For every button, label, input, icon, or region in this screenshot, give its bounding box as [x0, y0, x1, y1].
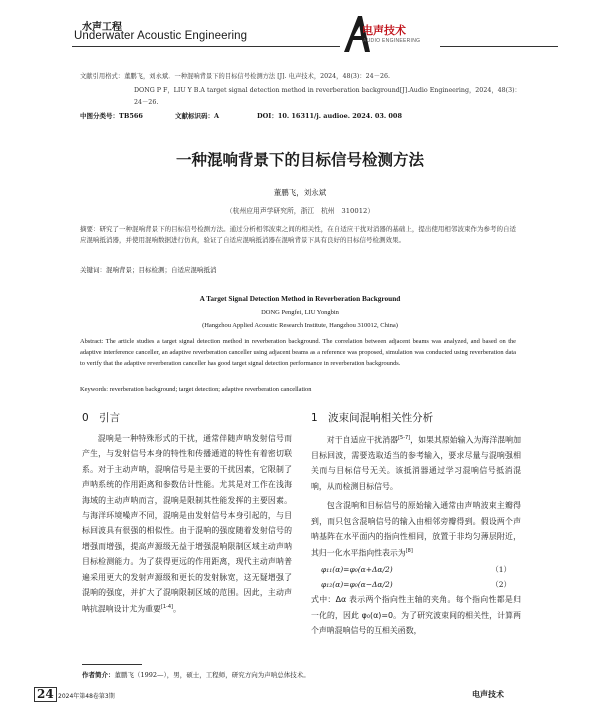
citation-en: DONG P F，LIU Y B.A target signal detection method in reverberation background[J].Audio Engineering，2024，48(3)：: [134, 87, 521, 94]
equation-2: [311, 577, 521, 592]
paper-title-cn: 一种混响背景下的目标信号检测方法: [175, 151, 424, 169]
authors-cn: 董鹏飞，刘永斌: [273, 188, 327, 197]
journal-name-cn: 水声工程: [82, 22, 122, 33]
logo-subtitle: AUDIO ENGINEERING: [363, 38, 421, 44]
section-heading-correlation: 1 波束间混响相关性分析: [311, 412, 434, 424]
author-footnote: [82, 670, 310, 679]
header-rule-right: [440, 46, 558, 47]
equation-1: [311, 562, 521, 577]
abstract-cn: 摘要：研究了一种混响背景下的目标信号检测方法。通过分析相邻波束之间的相关性，在自适应干扰对消器的基础上，提出使用相邻波束作为参考的自适应混响抵消器，并使用混响数据进行仿真，验证了自适应混响抵消器在混响背景下具有良好的目标信号检测效果。: [80, 225, 516, 244]
footnote-rule: [82, 664, 142, 665]
footnote-text: 董鹏飞（1992—），男，硕士，工程师，研究方向为声呐总体技术。: [114, 671, 310, 679]
equation-2-body: φ₁₂(α)=φ₀(α−Δα/2): [321, 579, 393, 589]
intro-paragraph: [82, 431, 292, 618]
sec1-p1-text-b: ，如果其原始输入为海洋混响加目标回波，需要选取适当的参考输入，要求尽量与混响强相关而与目标信号无关。该抵消器通过学习混响信号抵消混响，从而检测目标信号。: [311, 435, 521, 491]
citation-ref: [8]: [405, 548, 413, 555]
citation-en-pages: 24－26.: [134, 99, 159, 106]
citation-cn: 文献引用格式：董鹏飞，刘永斌．一种混响背景下的目标信号检测方法 [J]. 电声技术，2024，48(3)：24－26.: [80, 73, 391, 80]
page-number: 24: [34, 687, 57, 702]
keywords-en: Keywords: reverberation background; target detection; adaptive reverberation cancellation: [80, 386, 312, 393]
abstract-en: Abstract: The article studies a target signal detection method in reverberation background. The correlation between adjacent beams was analyzed, and based on the adaptive interference canceller, an adaptive reverberation canceller using adjacent beams as a reference was proposed, simulation was conducted using reverberation data to verify that the adaptive reverberation canceller has good target signal detection performance in reverberation backgrounds.: [80, 338, 516, 367]
authors-en: DONG Pengfei, LIU Yongbin: [261, 309, 339, 316]
citation-ref: [5-7]: [398, 435, 411, 441]
journal-name-en: Underwater Acoustic Engineering: [74, 30, 248, 42]
citation-ref: [1-4]: [160, 604, 173, 611]
sec1-p2-text: 包含混响和目标信号的原始输入通常由声呐波束主瓣得到，而只包含混响信号的输入由相邻旁瓣得到。假设两个声呐基阵在水平面内的指向性相同，放置于非均匀薄层附近，其归一化水平指向性表示为: [311, 501, 521, 559]
intro-end: 。: [173, 605, 181, 615]
keywords-cn: 关键词：混响背景；目标检测；自适应混响抵消: [80, 266, 217, 274]
logo-text: 电声技术: [362, 24, 406, 37]
issue-info: 2024年第48卷第3期: [58, 693, 115, 700]
sec1-paragraph-1: [311, 431, 521, 494]
affiliation-cn: （杭州应用声学研究所，浙江 杭州 310012）: [225, 207, 375, 215]
doi: DOI：10. 16311/j. audioe. 2024. 03. 008: [257, 112, 402, 120]
document-code: 文献标识码：A: [175, 112, 220, 120]
header-rule: [72, 46, 340, 47]
equation-1-number: （1）: [491, 564, 511, 574]
sec1-paragraph-3: 式中：Δα 表示两个指向性主轴的夹角。每个指向性都是归一化的，因此 φ₀(α)=0。为了研究波束间的相关性，计算两个声呐混响信号的互相关函数，: [311, 595, 521, 636]
intro-text: 混响是一种特殊形式的干扰，通常伴随声呐发射信号而产生，与发射信号本身的特性和传播通道的特性有着密切联系。对于主动声呐，混响信号是主要的干扰因素，它限制了声呐系统的作用距离和参数估计性能。尤其是对工作在浅海海域的主动声呐而言，混响是限制其性能发挥的主要因素。与海洋环境噪声不同，混响是由发射信号本身引起的，与目标回波具有很强的相似性。由于混响的强度随着发射信号的增强而增强，提高声源级无益于增强混响限制区域主动声呐目标检测能力。为了获得更远的作用距离，现代主动声呐普遍采用更大的发射声源级和更长的发射脉宽，这无疑增强了混响的强度，并扩大了混响限制区域的范围。因此，主动声呐抗混响设计尤为重要: [82, 434, 292, 615]
equation-2-number: （2）: [491, 579, 511, 589]
affiliation-en: (Hangzhou Applied Acoustic Research Institute, Hangzhou 310012, China): [202, 322, 398, 329]
footer-brand: 电声技术: [472, 690, 504, 699]
sec1-p1-text-a: 对于自适应干扰消器: [326, 435, 399, 445]
equation-1-body: φ₁₁(α)=φ₀(α+Δα/2): [321, 564, 393, 574]
paper-title-en: A Target Signal Detection Method in Reverberation Background: [199, 294, 401, 303]
section-heading-introduction: 0 引言: [82, 412, 121, 424]
column-left: [82, 431, 292, 618]
clc-number: 中图分类号：TB566: [80, 112, 143, 120]
footnote-label: 作者简介：: [82, 671, 115, 679]
column-right: [311, 431, 521, 639]
sec1-paragraph-2: [311, 498, 521, 561]
